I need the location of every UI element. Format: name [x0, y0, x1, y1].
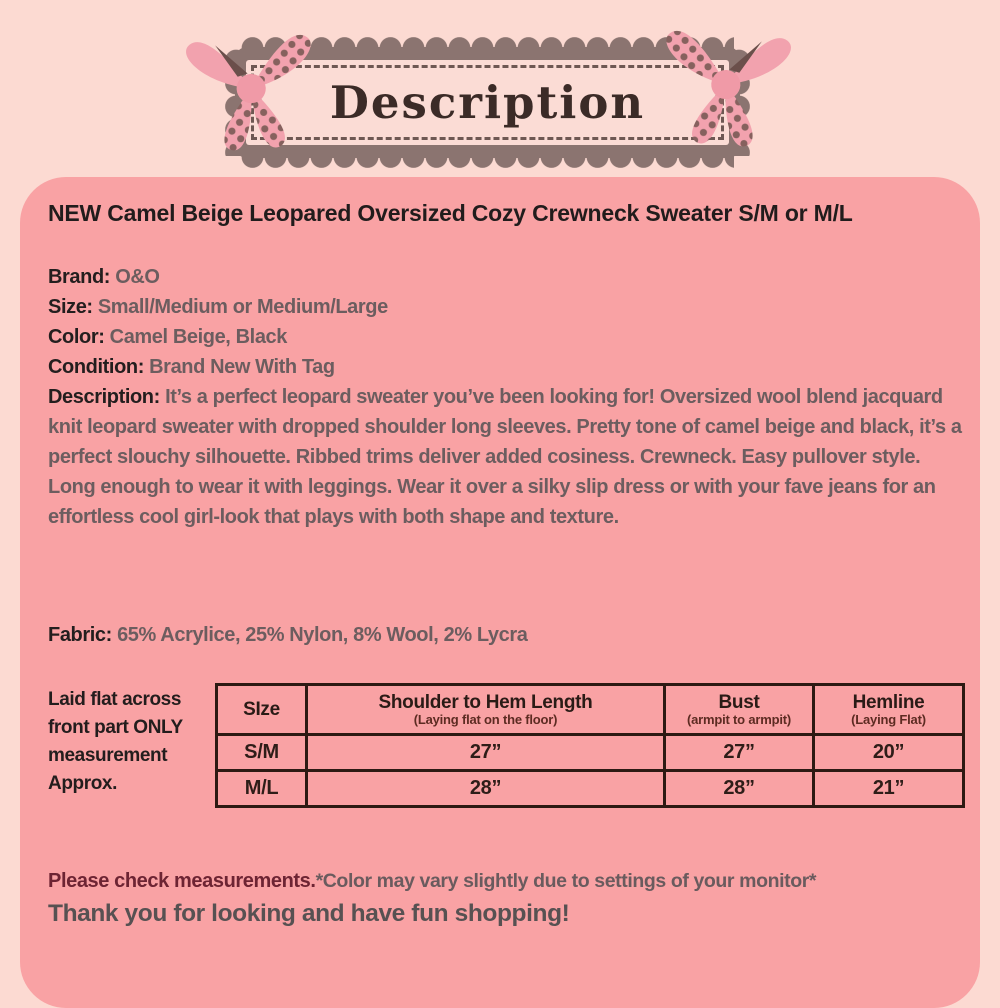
spec-size-label: Size:: [48, 296, 93, 318]
measurements-note: Laid flat across front part ONLY measurement Approx.: [48, 689, 183, 794]
col-size: [217, 685, 307, 735]
col-shoulder-hem: [307, 685, 665, 735]
cell-bust: 27”: [665, 735, 814, 771]
cell-shoulder-hem: 28”: [307, 771, 665, 807]
spec-size: [48, 292, 964, 322]
cell-hemline: 20”: [814, 735, 964, 771]
spec-brand: [48, 262, 964, 292]
spec-fabric-label: Fabric:: [48, 624, 112, 646]
col-hemline: [814, 685, 964, 735]
footer-note: [48, 868, 964, 894]
cell-shoulder-hem: 27”: [307, 735, 665, 771]
cell-bust: 28”: [665, 771, 814, 807]
spec-brand-value: O&O: [115, 266, 160, 288]
table-row: [217, 735, 964, 771]
spec-list: [48, 262, 964, 532]
spec-description-label: Description:: [48, 386, 160, 408]
bow-icon: [645, 1, 807, 163]
spec-condition-value: Brand New With Tag: [149, 356, 335, 378]
spec-fabric: [48, 620, 964, 650]
bow-icon: [170, 5, 332, 167]
col-shoulder-hem-sub: (Laying flat on the floor): [413, 712, 558, 727]
check-measurements-text: Please check measurements.: [48, 870, 316, 892]
measurements-section: [48, 683, 964, 808]
monitor-note-text: *Color may vary slightly due to settings of your monitor*: [315, 870, 817, 892]
col-size-label: SIze: [243, 699, 280, 720]
cell-size: S/M: [217, 735, 307, 771]
spec-color-label: Color:: [48, 326, 105, 348]
col-hemline-label: Hemline: [852, 692, 925, 713]
spec-color: [48, 322, 964, 352]
banner-title: Description: [329, 76, 646, 129]
col-bust-sub: (armpit to armpit): [686, 712, 791, 727]
cell-hemline: 21”: [814, 771, 964, 807]
spec-condition: [48, 352, 964, 382]
spec-description-value: It’s a perfect leopard sweater you’ve been looking for! Oversized wool blend jacquard knit leopard sweater with dropped shoulder long sleeves. Pretty tone of camel beige and black, it’s a perfect slouchy silhouette. Ribbed trims deliver added cosiness. Crewneck. Easy pullover style. Long enough to wear it with leggings. Wear it over a silky slip dress or with your fave jeans for an effortless cool girl-look that plays with both shape and texture.: [48, 386, 962, 528]
size-table-header-row: [217, 685, 964, 735]
header: [0, 0, 1000, 177]
listing-title: NEW Camel Beige Leopared Oversized Cozy Crewneck Sweater S/M or M/L: [48, 200, 853, 226]
spec-color-value: Camel Beige, Black: [109, 326, 287, 348]
spec-brand-label: Brand:: [48, 266, 111, 288]
spec-size-value: Small/Medium or Medium/Large: [97, 296, 388, 318]
col-bust: [665, 685, 814, 735]
table-row: [217, 771, 964, 807]
spec-fabric-value: 65% Acrylice, 25% Nylon, 8% Wool, 2% Lycra: [117, 624, 528, 646]
spec-condition-label: Condition:: [48, 356, 144, 378]
listing-card: [20, 177, 980, 1008]
thanks-message: Thank you for looking and have fun shopping!: [48, 900, 570, 927]
cell-size: M/L: [217, 771, 307, 807]
spec-description: [48, 382, 964, 532]
col-shoulder-hem-label: Shoulder to Hem Length: [378, 692, 593, 713]
col-hemline-sub: (Laying Flat): [851, 712, 926, 727]
size-table: [215, 683, 965, 808]
col-bust-label: Bust: [718, 692, 760, 713]
